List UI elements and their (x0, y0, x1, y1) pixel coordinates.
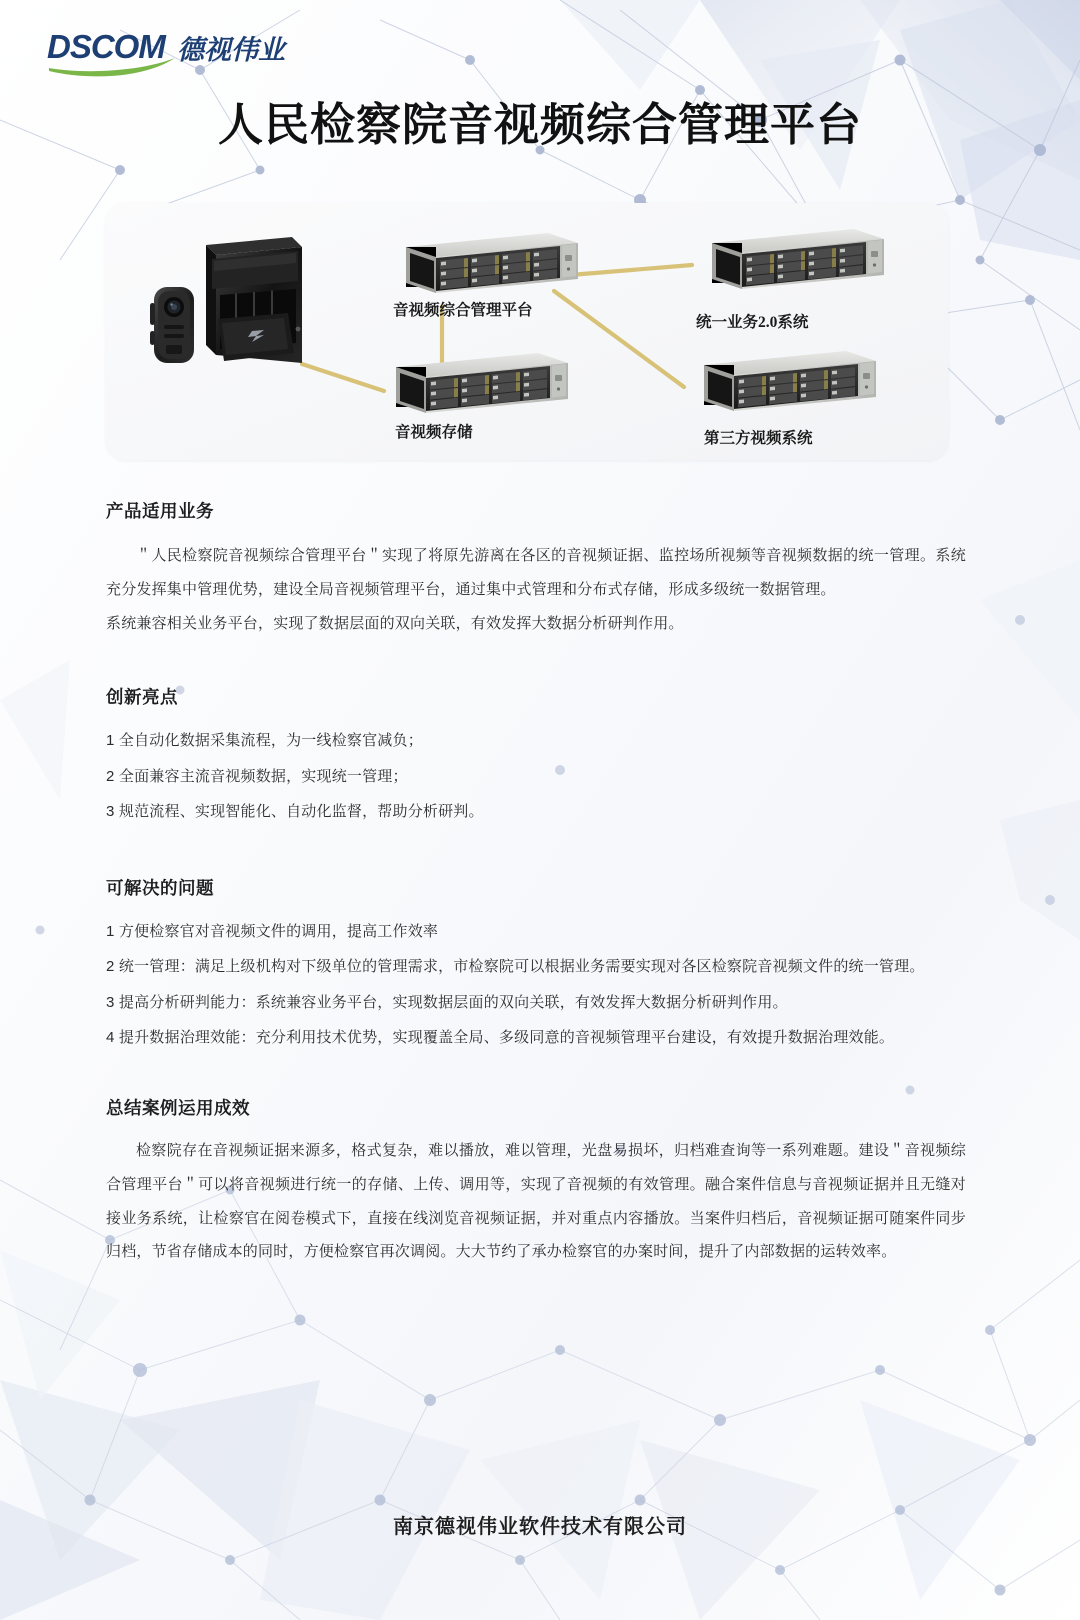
server-rack-unified (712, 229, 884, 289)
diagram-label-thirdparty: 第三方视频系统 (704, 430, 813, 447)
diagram-label-platform: 音视频综合管理平台 (393, 302, 533, 319)
section-case-summary (106, 1095, 966, 1269)
section-solvable-problems (106, 875, 966, 1055)
section-heading-innovation: 创新亮点 (106, 687, 178, 708)
link-platform-thirdparty (554, 291, 684, 387)
diagram-label-storage: 音视频存储 (395, 424, 473, 441)
apply-paragraph-1: ＂人民检察院音视频综合管理平台＂实现了将原先游离在各区的音视频证据、监控场所视频等音视频数据的统一管理。系统充分发挥集中管理优势，建设全局音视频管理平台，通过集中式管理和分布式存储，形成多级统一数据管理。 (106, 547, 966, 598)
logo-wordmark-en: DSCOM (47, 28, 165, 65)
server-rack-platform (406, 233, 578, 293)
solvable-item: 2 统一管理：满足上级机构对下级单位的管理需求，市检察院可以根据业务需要实现对各区检察院音视频文件的统一管理。 (106, 958, 925, 976)
apply-paragraph-2: 系统兼容相关业务平台，实现了数据层面的双向关联，有效发挥大数据分析研判作用。 (106, 614, 684, 632)
section-innovation-highlights (106, 684, 966, 829)
page-title: 人民检察院音视频综合管理平台 (217, 99, 862, 150)
link-dock-storage (302, 364, 384, 391)
solvable-item: 3 提高分析研判能力：系统兼容业务平台，实现数据层面的双向关联，有效发挥大数据分析研判作用。 (106, 993, 788, 1011)
document-body (106, 498, 966, 1303)
logo-wordmark-cn: 德视伟业 (177, 35, 285, 65)
company-logo (47, 24, 347, 80)
body-camera-device (150, 287, 194, 363)
solvable-item: 1 方便检察官对音视频文件的调用，提高工作效率 (106, 923, 439, 940)
section-heading-summary: 总结案例运用成效 (106, 1098, 250, 1118)
innovation-item: 3 规范流程、实现智能化、自动化监督，帮助分析研判。 (106, 802, 484, 820)
solvable-item: 4 提升数据治理效能：充分利用技术优势，实现覆盖全局、多级同意的音视频管理平台建设，有效提升数据治理效能。 (106, 1028, 895, 1046)
innovation-item: 1 全自动化数据采集流程，为一线检察官减负； (106, 732, 423, 750)
server-rack-thirdparty (704, 351, 876, 411)
section-product-application (106, 498, 966, 640)
section-heading-apply: 产品适用业务 (106, 501, 214, 521)
architecture-diagram (106, 203, 948, 460)
docking-station-device (206, 237, 302, 363)
innovation-item: 2 全面兼容主流音视频数据，实现统一管理； (106, 767, 408, 785)
architecture-diagram-card (106, 203, 948, 460)
section-heading-solvable: 可解决的问题 (106, 878, 214, 898)
logo-graphic (47, 24, 347, 80)
summary-paragraph: 检察院存在音视频证据来源多，格式复杂，难以播放，难以管理，光盘易损坏，归档难查询等一系列难题。建设＂音视频综合管理平台＂可以将音视频进行统一的存储、上传、调用等，实现了音视频的有效管理。融合案件信息与音视频证据并且无缝对接业务系统，让检察官在阅卷模式下，直接在线浏览音视频证据，并对重点内容播放。当案件归档后，音视频证据可随案件同步归档，节省存储成本的同时，方便检察官再次调阅。大大节约了承办检察官的办案时间，提升了内部数据的运转效率。 (106, 1142, 966, 1261)
link-platform-unified (558, 265, 692, 276)
diagram-label-unified: 统一业务2.0系统 (696, 314, 809, 331)
server-rack-storage (396, 353, 568, 413)
company-footer: 南京德视伟业软件技术有限公司 (393, 1516, 687, 1538)
